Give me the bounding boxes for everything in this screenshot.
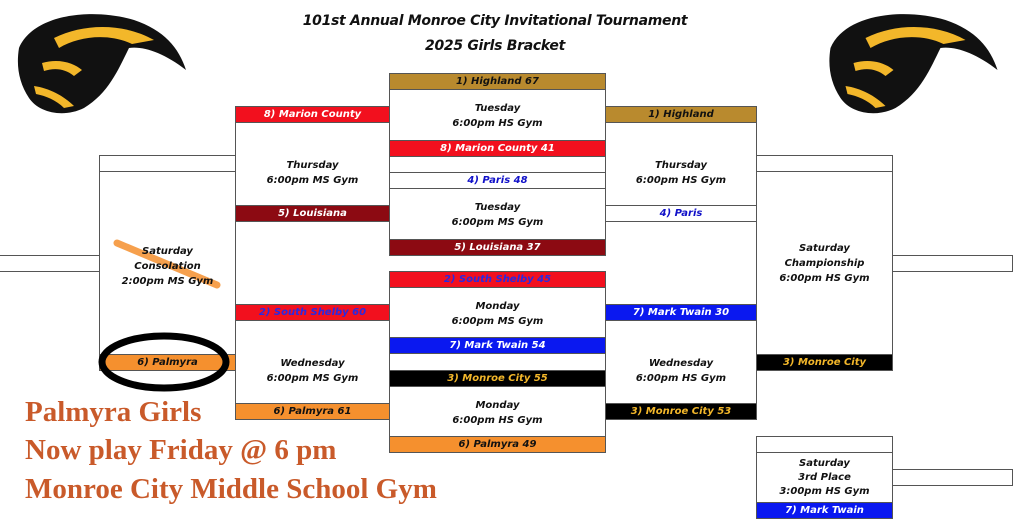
game-name: 3rd Place — [798, 472, 851, 483]
highlight-circle — [96, 330, 236, 396]
team-top: 7) Mark Twain 30 — [606, 305, 756, 321]
game-day: Thursday — [654, 160, 708, 171]
team-bottom: 4) Paris — [606, 205, 756, 221]
game-time: 6:00pm MS Gym — [451, 217, 544, 228]
game-day: Saturday — [799, 243, 850, 254]
team-top: 1) Highland 67 — [390, 74, 605, 90]
consolation-winner-slot — [0, 255, 100, 272]
game-time: 6:00pm HS Gym — [452, 415, 543, 426]
team-bottom: 5) Louisiana 37 — [390, 239, 605, 255]
quarterfinal-game — [389, 271, 606, 354]
team-top: 4) Paris 48 — [390, 173, 605, 189]
game-thursday-ms — [235, 106, 390, 222]
team-bottom: 7) Mark Twain 54 — [390, 337, 605, 353]
empty-slot — [757, 156, 892, 172]
bracket-subtitle: 2025 Girls Bracket — [425, 38, 565, 54]
game-day: Wednesday — [280, 358, 345, 369]
team-bottom: 5) Louisiana — [236, 205, 389, 221]
game-time: 2:00pm MS Gym — [121, 276, 214, 287]
notice-line-2: Now play Friday @ 6 pm — [25, 434, 337, 466]
game-day: Saturday — [142, 246, 193, 257]
third-place-game — [756, 436, 893, 519]
semifinal-game — [605, 304, 757, 420]
game-time: 6:00pm MS Gym — [266, 175, 359, 186]
championship-game — [756, 155, 893, 371]
notice-line-1: Palmyra Girls — [25, 396, 202, 428]
team-top: 3) Monroe City 55 — [390, 371, 605, 387]
game-day: Tuesday — [474, 202, 521, 213]
team-top: 2) South Shelby 45 — [390, 272, 605, 288]
notice-line-3: Monroe City Middle School Gym — [25, 473, 437, 505]
quarterfinal-game — [389, 73, 606, 157]
team-monroe-city: 3) Monroe City — [757, 354, 892, 370]
game-day: Saturday — [799, 458, 850, 469]
game-time: 3:00pm HS Gym — [779, 486, 870, 497]
team-bottom: 6) Palmyra 49 — [390, 436, 605, 452]
game-time: 6:00pm HS Gym — [452, 118, 543, 129]
semifinal-game — [605, 106, 757, 222]
team-top: 2) South Shelby 60 — [236, 305, 389, 321]
game-time: 6:00pm HS Gym — [779, 273, 870, 284]
team-bottom: 6) Palmyra 61 — [236, 403, 389, 419]
empty-slot — [100, 156, 235, 172]
team-top: 8) Marion County — [236, 107, 389, 123]
third-place-winner-slot — [891, 469, 1013, 486]
quarterfinal-game — [389, 370, 606, 453]
game-time: 6:00pm HS Gym — [635, 373, 727, 384]
quarterfinal-game — [389, 172, 606, 256]
game-day: Monday — [475, 301, 520, 312]
game-name: Championship — [784, 258, 865, 269]
team-bottom: 8) Marion County 41 — [390, 140, 605, 156]
game-time: 6:00pm MS Gym — [266, 373, 359, 384]
game-day: Thursday — [286, 160, 339, 171]
tournament-title: 101st Annual Monroe City Invitational Tournament — [302, 13, 688, 29]
game-wednesday-ms — [235, 304, 390, 420]
team-top: 1) Highland — [606, 107, 756, 123]
empty-slot — [757, 437, 892, 453]
game-time: 6:00pm HS Gym — [635, 175, 727, 186]
champion-slot — [891, 255, 1013, 272]
team-mark-twain: 7) Mark Twain — [757, 502, 892, 518]
game-name: Consolation — [134, 261, 201, 272]
team-bottom: 3) Monroe City 53 — [606, 403, 756, 419]
game-day: Tuesday — [474, 103, 521, 114]
game-day: Monday — [475, 400, 520, 411]
team-palmyra: 6) Palmyra — [100, 354, 235, 370]
game-time: 6:00pm MS Gym — [451, 316, 544, 327]
game-day: Wednesday — [648, 358, 714, 369]
